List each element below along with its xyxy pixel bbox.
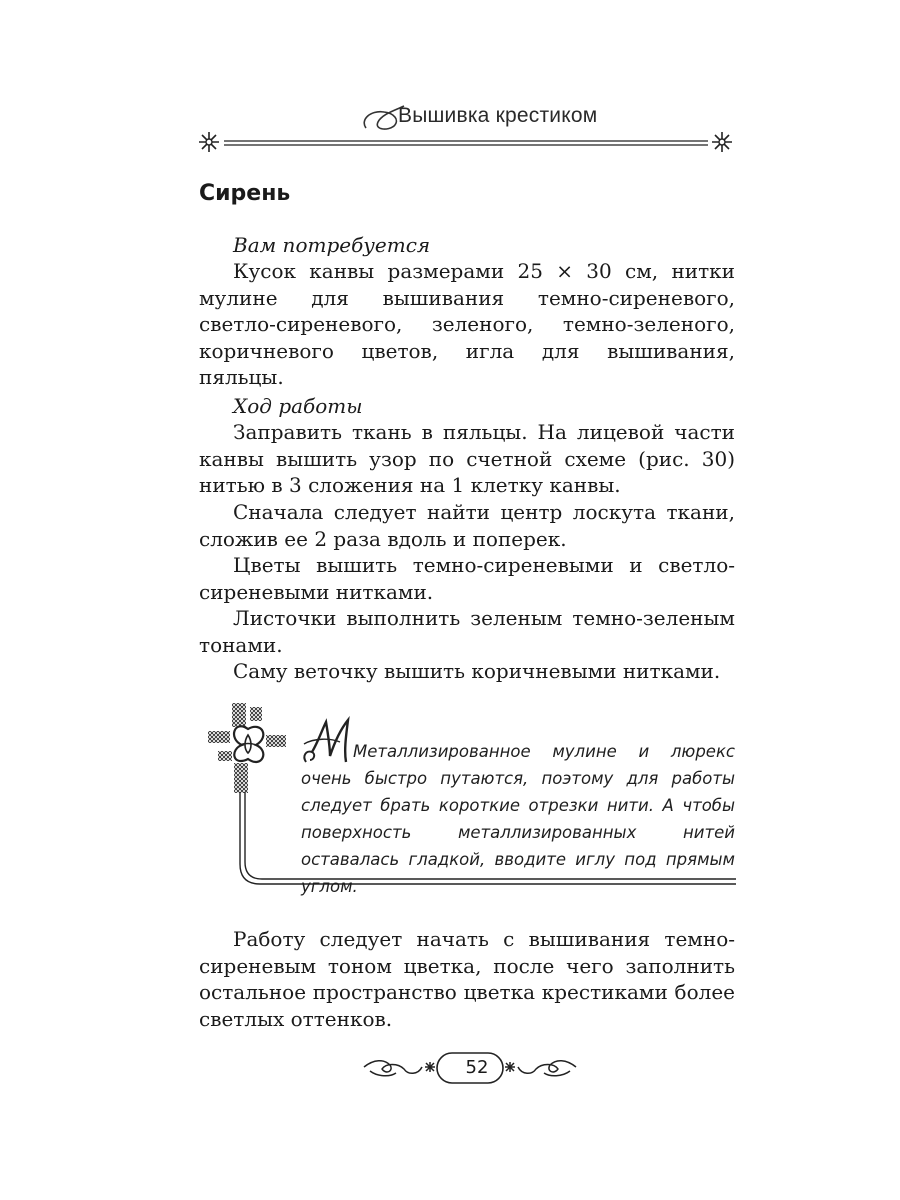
running-header: Вышивка крестиком xyxy=(398,104,598,127)
page-number: 52 xyxy=(465,1057,489,1078)
cross-stitch-ornament-icon xyxy=(204,701,292,799)
procedure-paragraph: Листочки выполнить зеленым темно-зеленым тонами. xyxy=(199,606,735,657)
header-divider xyxy=(224,138,708,148)
tip-text xyxy=(301,738,735,900)
left-flourish-icon xyxy=(197,130,221,154)
procedure-heading: Ход работы xyxy=(233,394,363,418)
materials-text: Кусок канвы размерами 25 × 30 см, нитки мулине для вышивания темно-сиреневого, светло-сиреневого, зеленого, темно-зеленого, коричневого цветов, игла для вышивания, пяльцы. xyxy=(199,259,735,390)
closing-paragraph: Работу следует начать с вышивания темно-сиреневым тоном цветка, после чего заполнить остальное пространство цветка крестиками более светлых оттенков. xyxy=(199,927,735,1031)
procedure-paragraph: Заправить ткань в пяльцы. На лицевой части канвы вышить узор по счетной схеме (рис. 30) нитью в 3 сложения на 1 клетку канвы. xyxy=(199,420,735,498)
section-title: Сирень xyxy=(199,181,291,206)
procedure-paragraph: Сначала следует найти центр лоскута ткани, сложив ее 2 раза вдоль и поперек. xyxy=(199,500,735,551)
procedure-paragraph: Саму веточку вышить коричневыми нитками. xyxy=(233,659,721,683)
tip-body: Металлизированное мулине и люрекс очень быстро путаются, поэтому для работы следует брать короткие отрезки нити. А чтобы поверхность металлизированных нитей оставалась гладкой, вводите иглу под прямым углом. xyxy=(301,742,735,896)
procedure-paragraph: Цветы вышить темно-сиреневыми и светло-сиреневыми нитками. xyxy=(199,553,735,604)
materials-heading: Вам потребуется xyxy=(233,233,431,257)
right-flourish-icon xyxy=(710,130,734,154)
